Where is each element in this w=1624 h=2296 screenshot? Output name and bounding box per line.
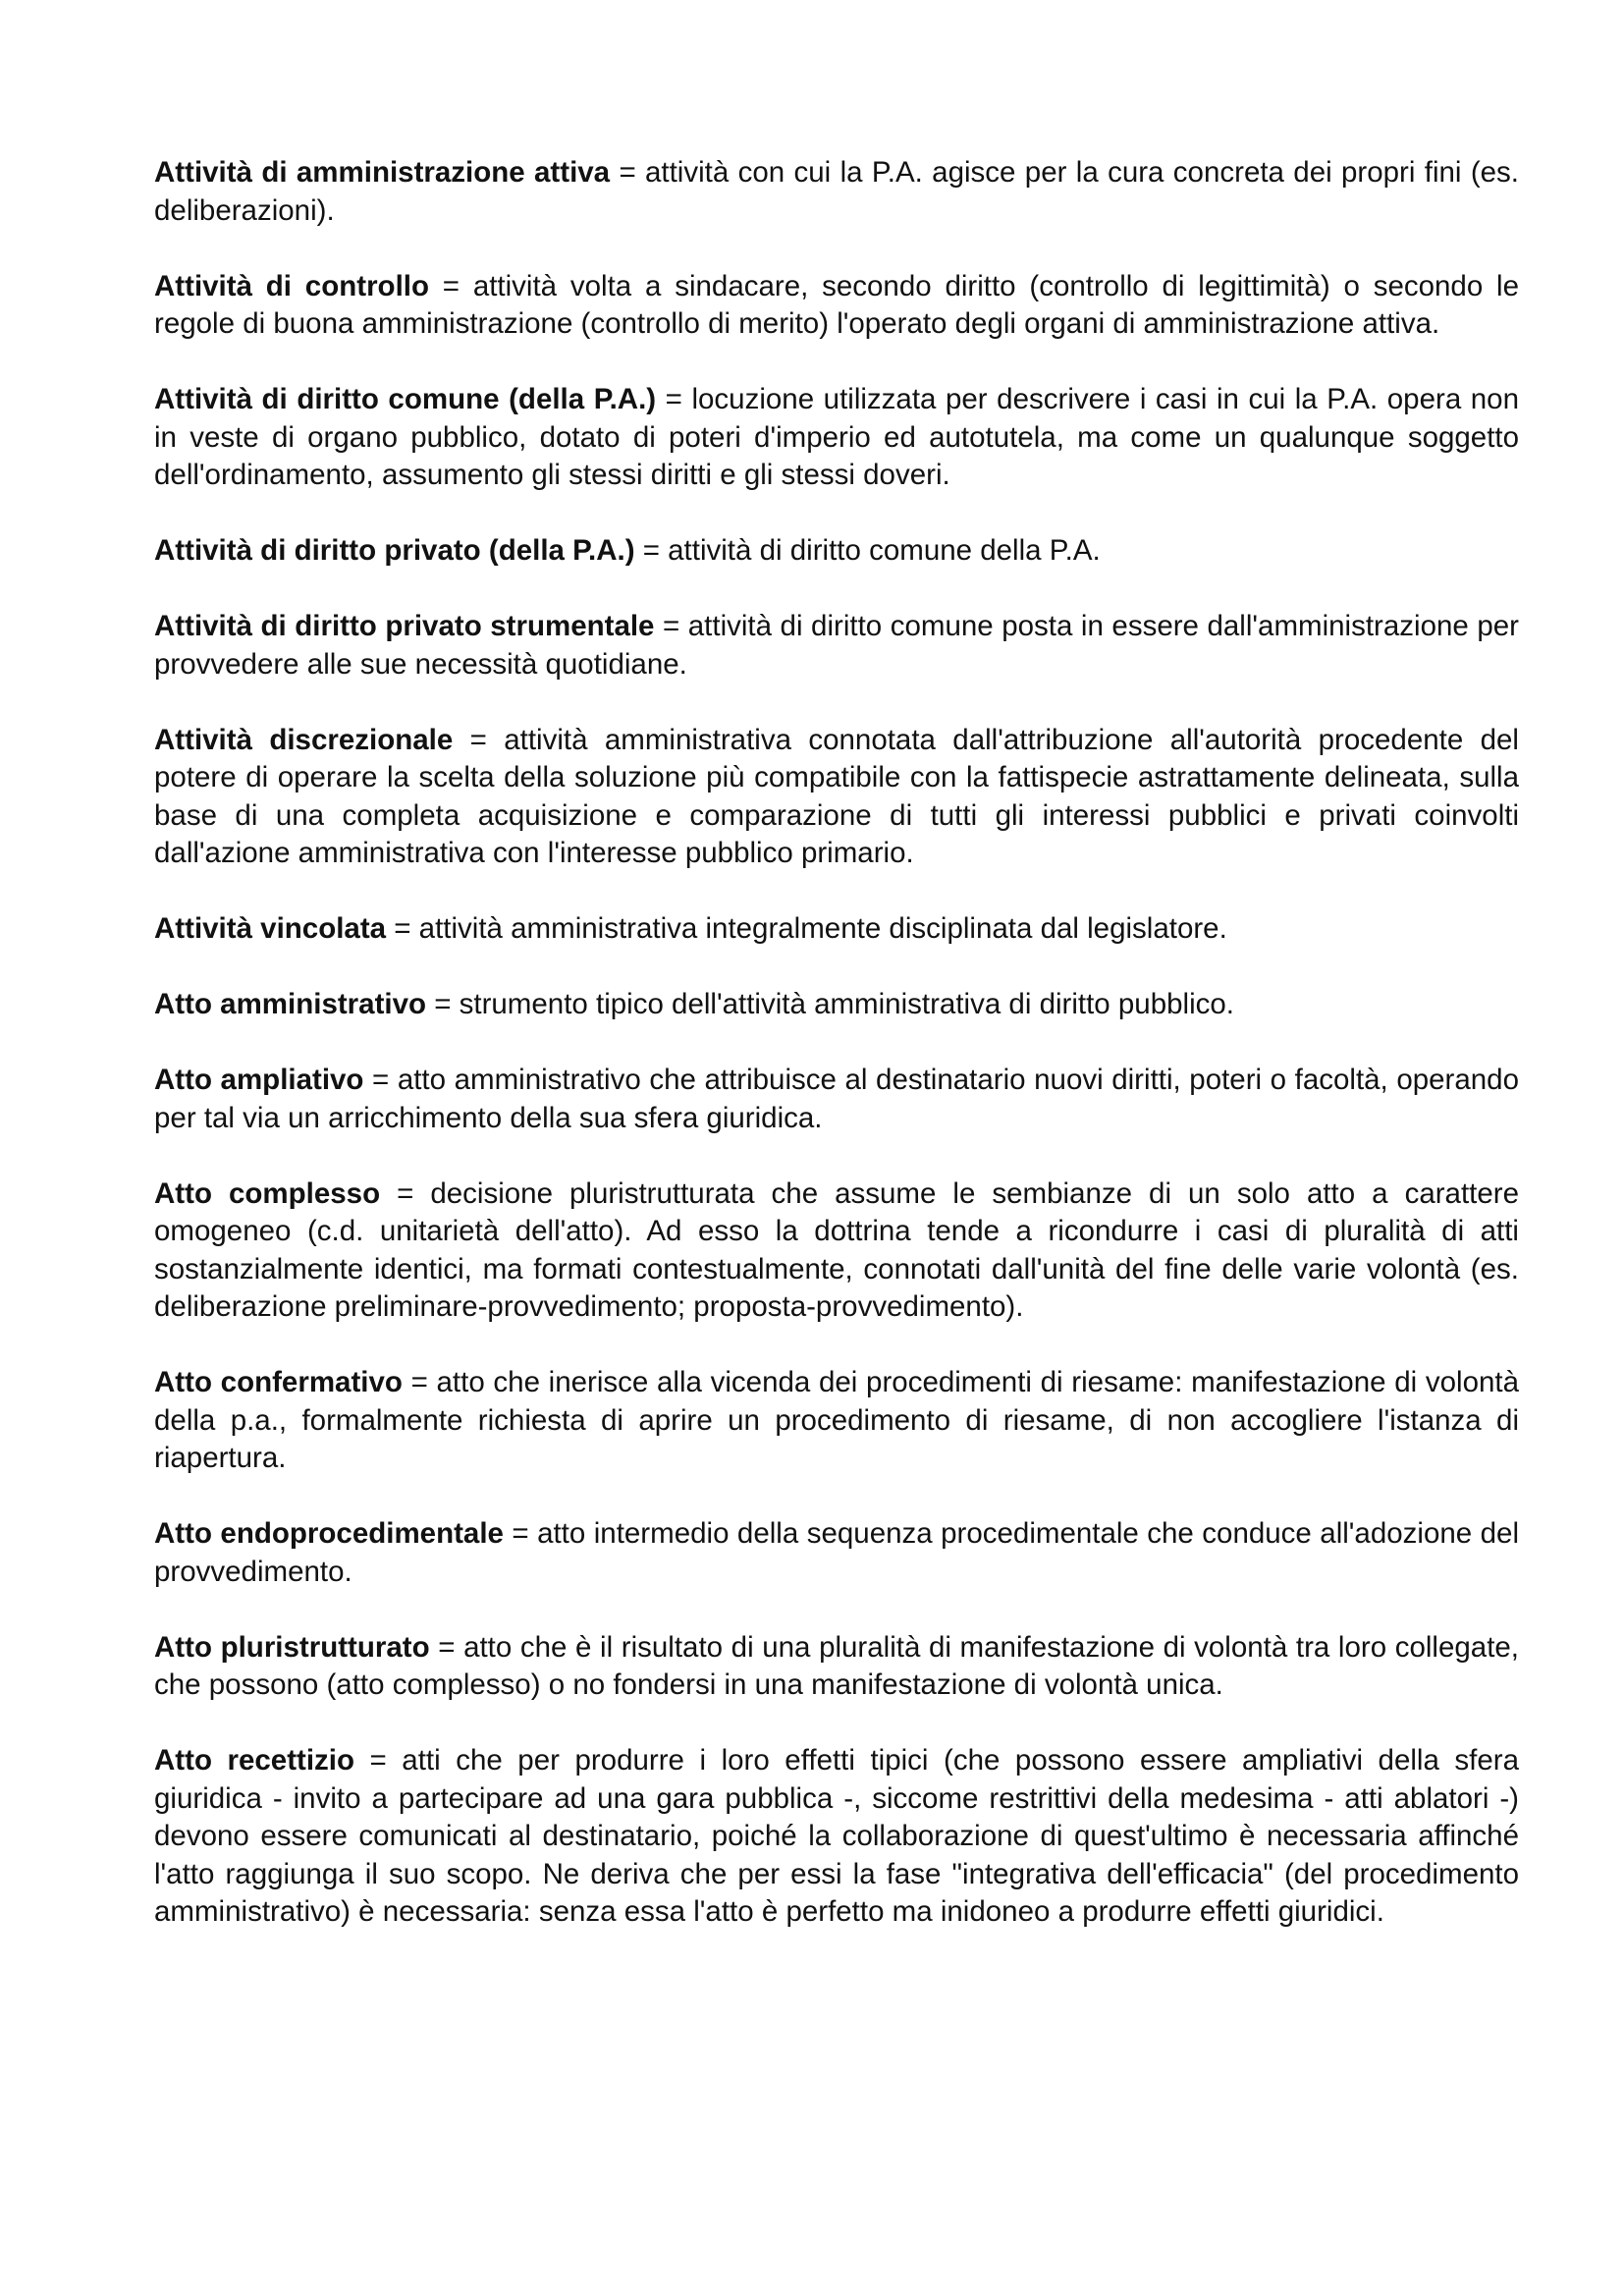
glossary-definition: = atto amministrativo che attribuisce al destinatario nuovi diritti, poteri o facoltà, operando per tal via un arricchimento della sua sfera giuridica. <box>154 1064 1519 1134</box>
glossary-term: Atto pluristrutturato <box>154 1630 430 1664</box>
glossary-definition: = attività di diritto comune della P.A. <box>634 534 1101 567</box>
glossary-entry <box>154 1062 1519 1137</box>
glossary-term: Atto confermativo <box>154 1366 403 1398</box>
glossary-definition: = attività amministrativa connotata dall'attribuzione all'autorità procedente del potere di operare la scelta della soluzione più compatibile con la fattispecie astrattamente delineata, sulla base di una completa acquisizione e comparazione di tutti gli interessi pubblici e privati coinvolti dall'azione amministrativa con l'interesse pubblico primario. <box>154 723 1519 869</box>
glossary-entry <box>154 1742 1519 1932</box>
glossary-entry <box>154 381 1519 495</box>
glossary-definition: = atto che inerisce alla vicenda dei procedimenti di riesame: manifestazione di volontà della p.a., formalmente richiesta di aprire un procedimento di riesame, di non accogliere l'istanza di riapertura. <box>154 1366 1519 1474</box>
glossary-definition: = atti che per produrre i loro effetti tipici (che possono essere ampliativi della sfera giuridica - invito a partecipare ad una gara pubblica -, siccome restrittivi della medesima - atti ablatori -) devono essere comunicati al destinatario, poiché la collaborazione di quest'ultimo è necessaria affinché l'atto raggiunga il suo scopo. Ne deriva che per essi la fase "integrativa dell'efficacia" (del procedimento amministrativo) è necessaria: senza essa l'atto è perfetto ma inidoneo a produrre effetti giuridici. <box>154 1744 1519 1928</box>
glossary-definition: = attività volta a sindacare, secondo diritto (controllo di legittimità) o secondo le regole di buona amministrazione (controllo di merito) l'operato degli organi di amministrazione attiva. <box>154 269 1519 340</box>
glossary-term: Atto amministrativo <box>154 988 427 1020</box>
glossary-definition: = atto intermedio della sequenza procedimentale che conduce all'adozione del provvedimento. <box>154 1517 1519 1588</box>
glossary-term: Attività discrezionale <box>154 723 454 756</box>
glossary-entry <box>154 1515 1519 1591</box>
glossary-term: Attività di diritto comune (della P.A.) <box>154 383 657 415</box>
glossary-entry <box>154 532 1519 571</box>
glossary-definition: = atto che è il risultato di una pluralità di manifestazione di volontà tra loro collegate, che possono (atto complesso) o no fondersi in una manifestazione di volontà unica. <box>154 1630 1519 1701</box>
glossary-entry <box>154 986 1519 1024</box>
glossary-entry <box>154 268 1519 344</box>
glossary-entry <box>154 1629 1519 1705</box>
glossary-definition: = attività di diritto comune posta in essere dall'amministrazione per provvedere alle sue necessità quotidiane. <box>154 610 1519 681</box>
glossary-entry <box>154 910 1519 949</box>
glossary-term: Attività di diritto privato (della P.A.) <box>154 534 635 567</box>
glossary-term: Atto recettizio <box>154 1744 355 1777</box>
glossary-term: Atto complesso <box>154 1176 381 1210</box>
glossary-page <box>154 154 1519 1969</box>
glossary-entry <box>154 1175 1519 1327</box>
glossary-entry <box>154 1364 1519 1478</box>
glossary-term: Attività di diritto privato strumentale <box>154 610 655 642</box>
glossary-term: Attività di controllo <box>154 269 429 302</box>
glossary-definition: = attività amministrativa integralmente disciplinata dal legislatore. <box>386 912 1227 945</box>
glossary-entry <box>154 154 1519 230</box>
glossary-definition: = locuzione utilizzata per descrivere i casi in cui la P.A. opera non in veste di organo pubblico, dotato di poteri d'imperio ed autotutela, ma come un qualunque soggetto dell'ordinamento, assumento gli stessi diritti e gli stessi doveri. <box>154 383 1519 491</box>
glossary-term: Atto endoprocedimentale <box>154 1517 504 1550</box>
glossary-definition: = attività con cui la P.A. agisce per la cura concreta dei propri fini (es. deliberazioni). <box>154 156 1520 227</box>
glossary-term: Attività vincolata <box>154 912 387 945</box>
glossary-entry <box>154 722 1519 873</box>
glossary-definition: = strumento tipico dell'attività amministrativa di diritto pubblico. <box>426 988 1234 1020</box>
glossary-term: Attività di amministrazione attiva <box>154 156 611 189</box>
glossary-entry <box>154 608 1519 683</box>
glossary-term: Atto ampliativo <box>154 1064 364 1096</box>
glossary-definition: = decisione pluristrutturata che assume le sembianze di un solo atto a carattere omogeneo (c.d. unitarietà dell'atto). Ad esso la dottrina tende a ricondurre i casi di pluralità di atti sostanzialmente identici, ma formati contestualmente, connotati dall'unità del fine delle varie volontà (es. deliberazione preliminare-provvedimento; proposta-provvedimento). <box>154 1176 1519 1323</box>
